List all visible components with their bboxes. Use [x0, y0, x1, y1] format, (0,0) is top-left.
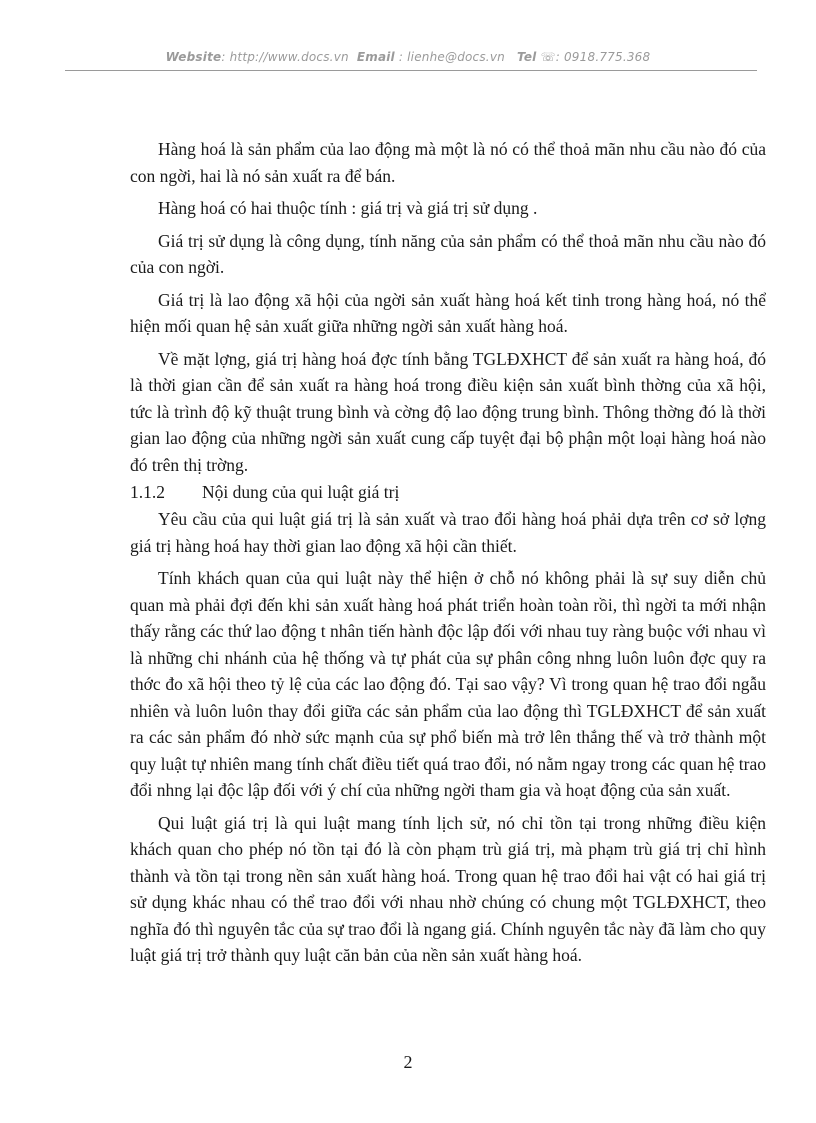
email-value[interactable]: : lienhe@docs.vn: [398, 50, 505, 64]
paragraph: Tính khách quan của qui luật này thể hiện ở chỗ nó không phải là sự suy diễn chủ quan mà phải đợi đến khi sản xuất hàng hoá phát triển hoàn toàn rồi, thì ngời ta mới nhận thấy rằng các thứ lao động t nhân tiến hành độc lập đối với nhau tuy ràng buộc với nhau vì là những chi nhánh của hệ thống và tự phát của sự phân công nhng luôn luôn đợc quy ra thớc đo xã hội theo tỷ lệ của các lao động đó. Tại sao vậy? Vì trong quan hệ trao đổi ngẫu nhiên và luôn luôn thay đổi giữa các sản phẩm của lao động thì TGLĐXHCT để sản xuất ra các sản phẩm đó nhờ sức mạnh của sự phổ biến mà trở lên thắng thế và trở thành một quy luật tự nhiên mang tính chất điều tiết quá trao đổi, nó nằm ngay trong các quan hệ trao đổi nhng lại độc lập đối với ý chí của những ngời tham gia và hoạt động của sản xuất.: [130, 568, 766, 800]
paragraph: Hàng hoá là sản phẩm của lao động mà một là nó có thể thoả mãn nhu cầu nào đó của con ngời, hai là nó sản xuất ra để bán.: [130, 139, 766, 186]
phone-icon: ☏: [540, 50, 556, 64]
tel-value: : 0918.775.368: [555, 50, 651, 64]
paragraph: Yêu cầu của qui luật giá trị là sản xuất và trao đổi hàng hoá phải dựa trên cơ sở lợng giá trị hàng hoá hay thời gian lao động xã hội cần thiết.: [130, 509, 766, 556]
page-number: 2: [403, 1052, 413, 1072]
paragraph: Qui luật giá trị là qui luật mang tính lịch sử, nó chỉ tồn tại trong những điều kiện khách quan cho phép nó tồn tại đó là còn phạm trù giá trị, mà phạm trù giá trị chỉ hình thành và tồn tại trong nền sản xuất hàng hoá. Trong quan hệ trao đổi hai vật có hai giá trị sử dụng khác nhau có thể trao đổi với nhau nhờ chúng có chung một TGLĐXHCT, theo nghĩa đó thì nguyên tắc của sự trao đổi là ngang giá. Chính nguyên tắc này đã làm cho quy luật giá trị trở thành quy luật căn bản của nền sản xuất hàng hoá.: [130, 812, 766, 965]
paragraph: Giá trị sử dụng là công dụng, tính năng của sản phẩm có thể thoả mãn nhu cầu nào đó của con ngời.: [130, 230, 766, 277]
website-label: Website: [165, 50, 222, 64]
page-header: [60, 50, 756, 64]
paragraph: Hàng hoá có hai thuộc tính : giá trị và giá trị sử dụng .: [158, 198, 538, 218]
document-body: [130, 136, 766, 969]
email-label: Email: [356, 50, 395, 64]
website-value[interactable]: : http://www.docs.vn: [221, 50, 349, 64]
paragraph: Giá trị là lao động xã hội của ngời sản xuất hàng hoá kết tinh trong hàng hoá, nó thể hiện mối quan hệ sản xuất giữa những ngời sản xuất hàng hoá.: [130, 289, 766, 336]
section-number: 1.1.2: [130, 482, 165, 502]
header-divider: [65, 70, 757, 71]
section-title: Nội dung của qui luật giá trị: [202, 482, 400, 502]
paragraph: Về mặt lợng, giá trị hàng hoá đợc tính bằng TGLĐXHCT để sản xuất ra hàng hoá, đó là thời gian cần để sản xuất ra hàng hoá trong điều kiện sản xuất bình thờng của xã hội, tức là trình độ kỹ thuật trung bình và cờng độ lao động trung bình. Thông thờng đó là thời gian lao động của những ngời sản xuất cung cấp tuyệt đại bộ phận một loại hàng hoá nào đó trên thị trờng.: [130, 348, 766, 475]
section-heading: [130, 478, 766, 506]
tel-label: Tel: [516, 50, 537, 64]
